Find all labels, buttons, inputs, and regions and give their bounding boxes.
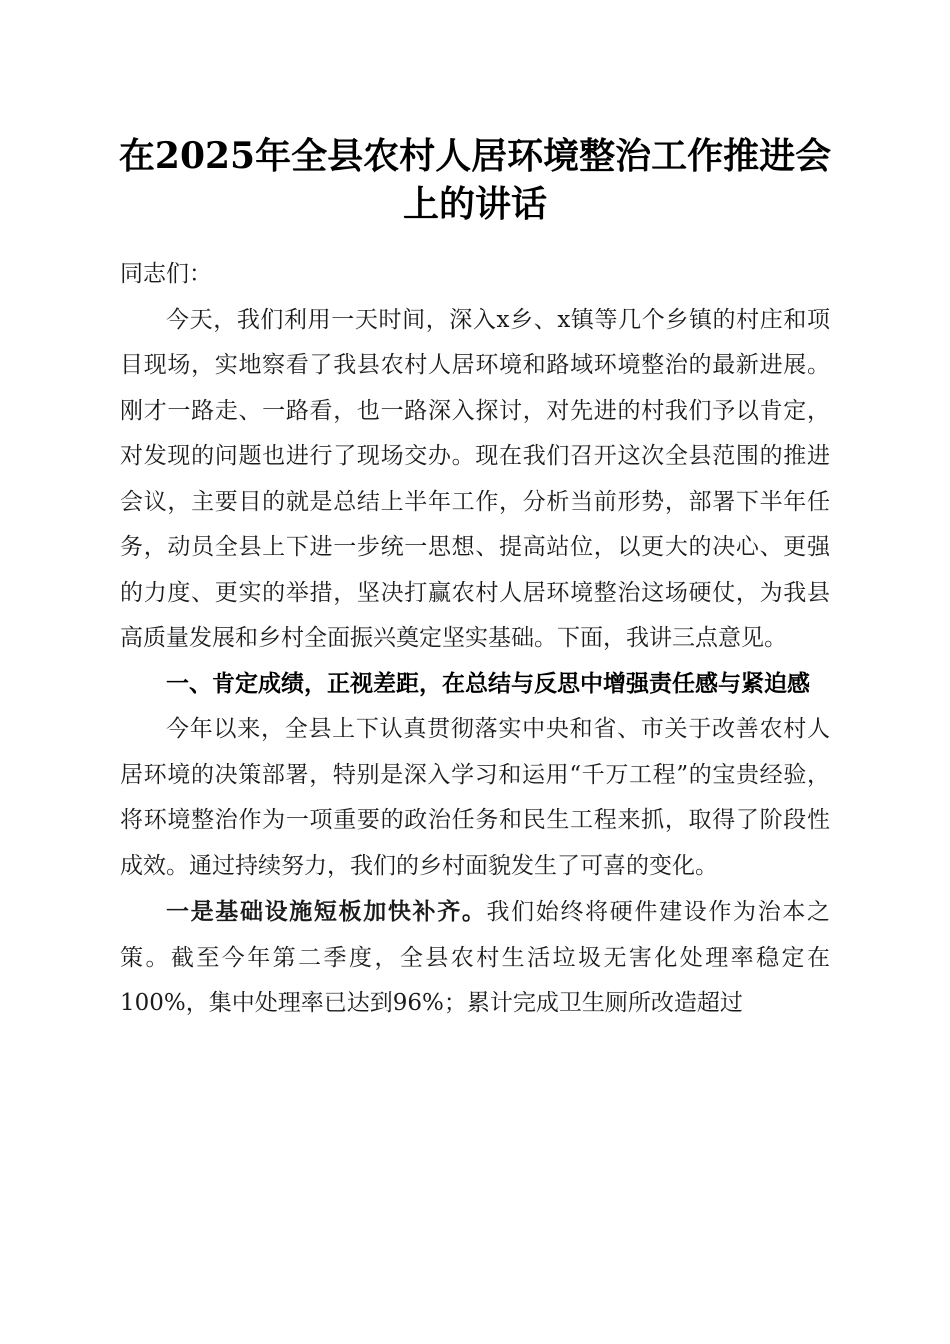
opening-paragraph: 今天，我们利用一天时间，深入x乡、x镇等几个乡镇的村庄和项目现场，实地察看了我县农村人居环境和路域环境整治的最新进展。刚才一路走、一路看，也一路深入探讨，对先进的村我们予以肯定，对发现的问题也进行了现场交办。现在我们召开这次全县范围的推进会议，主要目的就是总结上半年工作，分析当前形势，部署下半年任务，动员全县上下进一步统一思想、提高站位，以更大的决心、更强的力度、更实的举措，坚决打赢农村人居环境整治这场硬仗，为我县高质量发展和乡村全面振兴奠定坚实基础。下面，我讲三点意见。 [120,306,830,651]
document-body [120,252,830,1027]
section-heading-1: 一、肯定成绩，正视差距，在总结与反思中增强责任感与紧迫感 [166,670,810,697]
section-1-intro-paragraph: 今年以来，全县上下认真贯彻落实中央和省、市关于改善农村人居环境的决策部署，特别是深入学习和运用“千万工程”的宝贵经验，将环境整治作为一项重要的政治任务和民生工程来抓，取得了阶段性成效。通过持续努力，我们的乡村面貌发生了可喜的变化。 [120,716,830,879]
point-1-paragraph [120,889,830,1027]
salutation: 同志们： [120,261,212,287]
point-1-lead: 一是基础设施短板加快补齐。 [166,898,487,925]
point-1-text: 我们始终将硬件建设作为治本之策。截至今年第二季度，全县农村生活垃圾无害化处理率稳定在100%，集中处理率已达到96%；累计完成卫生厕所改造超过 [120,899,831,1016]
document-title: 在2025年全县农村人居环境整治工作推进会上的讲话 [118,135,832,225]
